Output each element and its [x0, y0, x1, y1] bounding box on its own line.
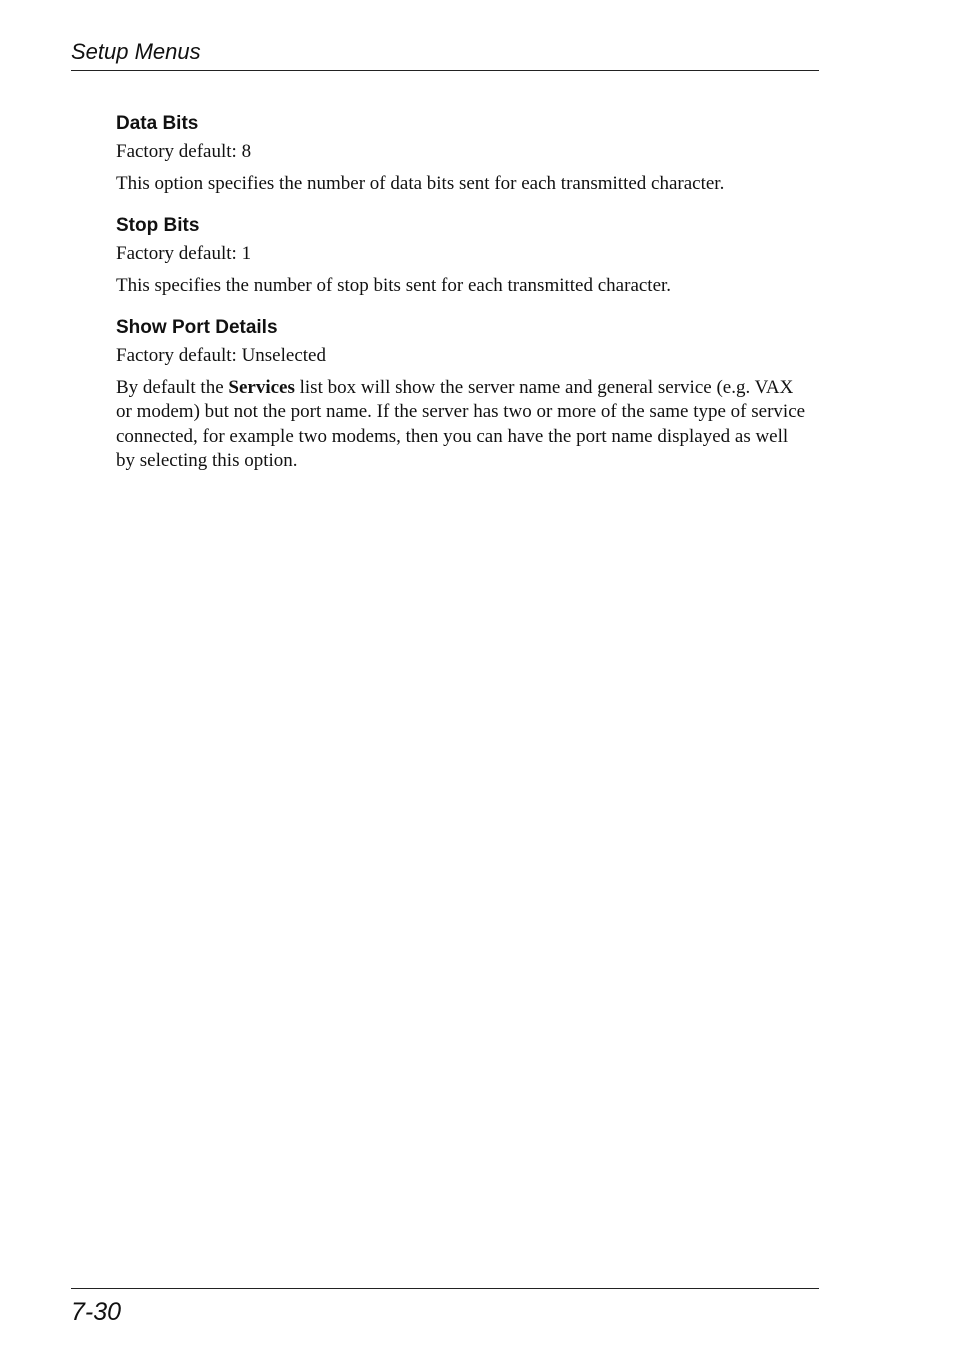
section-description: This specifies the number of stop bits sent for each transmitted character.: [116, 274, 672, 296]
section-description: This option specifies the number of data bits sent for each transmitted character.: [116, 172, 725, 194]
section-data-bits: [116, 110, 806, 196]
section-show-port-details: [116, 314, 806, 474]
services-term: Services: [228, 376, 295, 398]
description-text-start: By default the: [116, 376, 229, 398]
factory-default: Factory default: Unselected: [116, 345, 326, 366]
section-stop-bits: [116, 212, 806, 298]
header-rule: [71, 70, 819, 71]
footer-rule: [71, 1288, 819, 1289]
section-heading: Show Port Details: [116, 317, 278, 338]
section-heading: Stop Bits: [116, 215, 200, 236]
running-head: Setup Menus: [71, 39, 201, 64]
description-text-end: list box will show the server name and general service (e.g. VAX or modem) but not the port name. If the server has two or more of the same type of service connected, for example two modems, then you can have the port name displayed as well by selecting this option.: [116, 376, 806, 471]
page-content: [116, 110, 806, 490]
section-description: [116, 376, 806, 474]
section-heading: Data Bits: [116, 113, 199, 134]
page-number: 7-30: [71, 1298, 122, 1326]
factory-default: Factory default: 1: [116, 243, 252, 264]
factory-default: Factory default: 8: [116, 141, 252, 162]
